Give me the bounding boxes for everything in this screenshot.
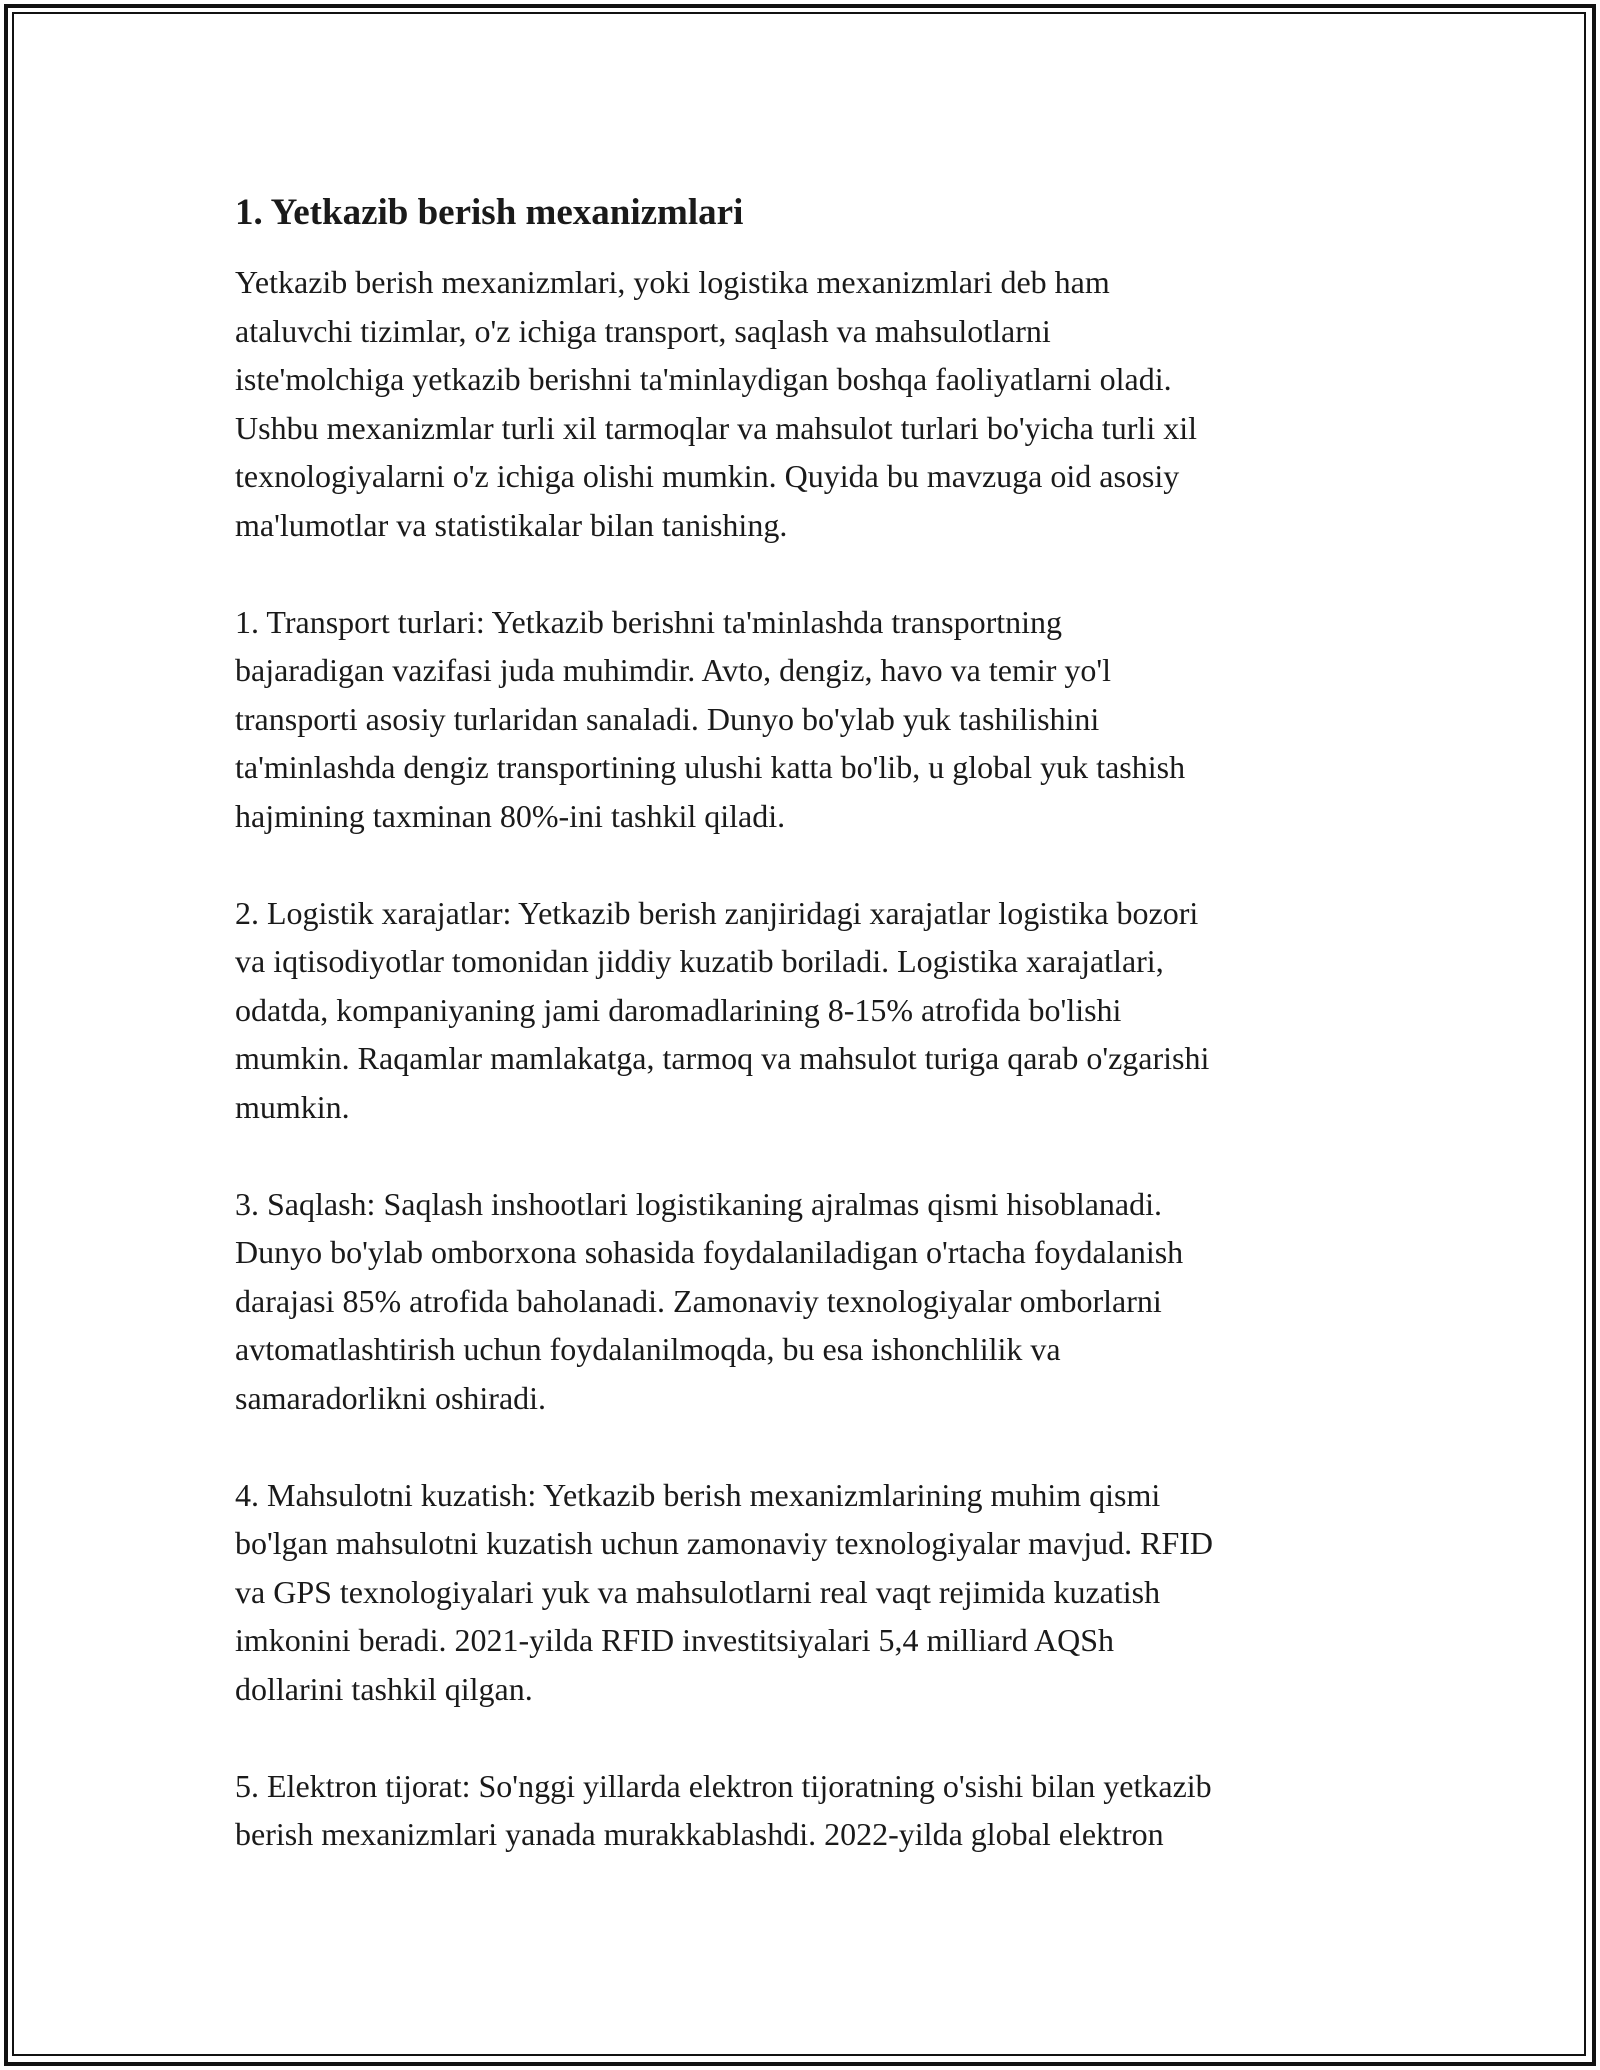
- text-line: mumkin. Raqamlar mamlakatga, tarmoq va mahsulot turiga qarab o'zgarishi: [235, 1040, 1210, 1076]
- text-line: Ushbu mexanizmlar turli xil tarmoqlar va mahsulot turlari bo'yicha turli xil: [235, 409, 1197, 446]
- text-line: imkonini beradi. 2021-yilda RFID investitsiyalari 5,4 milliard AQSh: [235, 1622, 1115, 1658]
- paragraph: [235, 1180, 1385, 1423]
- text-line: texnologiyalarni o'z ichiga olishi mumkin. Quyida bu mavzuga oid asosiy: [235, 458, 1180, 494]
- section-heading: 1. Yetkazib berish mexanizmlari: [235, 192, 744, 233]
- text-line: iste'molchiga yetkazib berishni ta'minlaydigan boshqa faoliyatlarni oladi.: [235, 361, 1172, 397]
- text-line: ta'minlashda dengiz transportining ulushi katta bo'lib, u global yuk tashish: [235, 749, 1186, 785]
- text-line: avtomatlashtirish uchun foydalanilmoqda, bu esa ishonchlilik va: [235, 1331, 1061, 1367]
- paragraph: [235, 1762, 1385, 1859]
- text-line: va iqtisodiyotlar tomonidan jiddiy kuzatib boriladi. Logistika xarajatlari,: [235, 943, 1164, 979]
- text-line: dollarini tashkil qilgan.: [235, 1670, 533, 1707]
- text-line: bo'lgan mahsulotni kuzatish uchun zamonaviy texnologiyalar mavjud. RFID: [235, 1525, 1214, 1561]
- text-line: hajmining taxminan 80%-ini tashkil qiladi.: [235, 797, 786, 834]
- text-line: Yetkazib berish mexanizmlari, yoki logistika mexanizmlari deb ham: [235, 264, 1110, 300]
- paragraph: [235, 258, 1385, 549]
- paragraph: [235, 1471, 1385, 1714]
- text-line: odatda, kompaniyaning jami daromadlarining 8-15% atrofida bo'lishi: [235, 991, 1122, 1028]
- paragraph-list: [235, 258, 1385, 1859]
- text-line: ataluvchi tizimlar, o'z ichiga transport, saqlash va mahsulotlarni: [235, 312, 1051, 349]
- text-line: transporti asosiy turlaridan sanaladi. Dunyo bo'ylab yuk tashilishini: [235, 700, 1100, 737]
- text-line: berish mexanizmlari yanada murakkablashdi. 2022-yilda global elektron: [235, 1816, 1164, 1852]
- text-line: va GPS texnologiyalari yuk va mahsulotlarni real vaqt rejimida kuzatish: [235, 1573, 1161, 1610]
- text-line: 1. Transport turlari: Yetkazib berishni ta'minlashda transportning: [235, 603, 1063, 640]
- text-line: Dunyo bo'ylab omborxona sohasida foydalaniladigan o'rtacha foydalanish: [235, 1234, 1184, 1270]
- text-line: 2. Logistik xarajatlar: Yetkazib berish zanjiridagi xarajatlar logistika bozori: [235, 894, 1199, 931]
- document-body: [235, 188, 1385, 1907]
- text-line: ma'lumotlar va statistikalar bilan tanishing.: [235, 506, 788, 543]
- paragraph: [235, 598, 1385, 841]
- text-line: darajasi 85% atrofida baholanadi. Zamonaviy texnologiyalar omborlarni: [235, 1282, 1162, 1319]
- text-line: mumkin.: [235, 1088, 350, 1125]
- text-line: 4. Mahsulotni kuzatish: Yetkazib berish mexanizmlarining muhim qismi: [235, 1476, 1161, 1513]
- text-line: 3. Saqlash: Saqlash inshootlari logistikaning ajralmas qismi hisoblanadi.: [235, 1185, 1163, 1222]
- paragraph: [235, 889, 1385, 1132]
- text-line: samaradorlikni oshiradi.: [235, 1379, 547, 1416]
- text-line: 5. Elektron tijorat: So'nggi yillarda elektron tijoratning o'sishi bilan yetkazib: [235, 1767, 1212, 1804]
- text-line: bajaradigan vazifasi juda muhimdir. Avto, dengiz, havo va temir yo'l: [235, 652, 1112, 688]
